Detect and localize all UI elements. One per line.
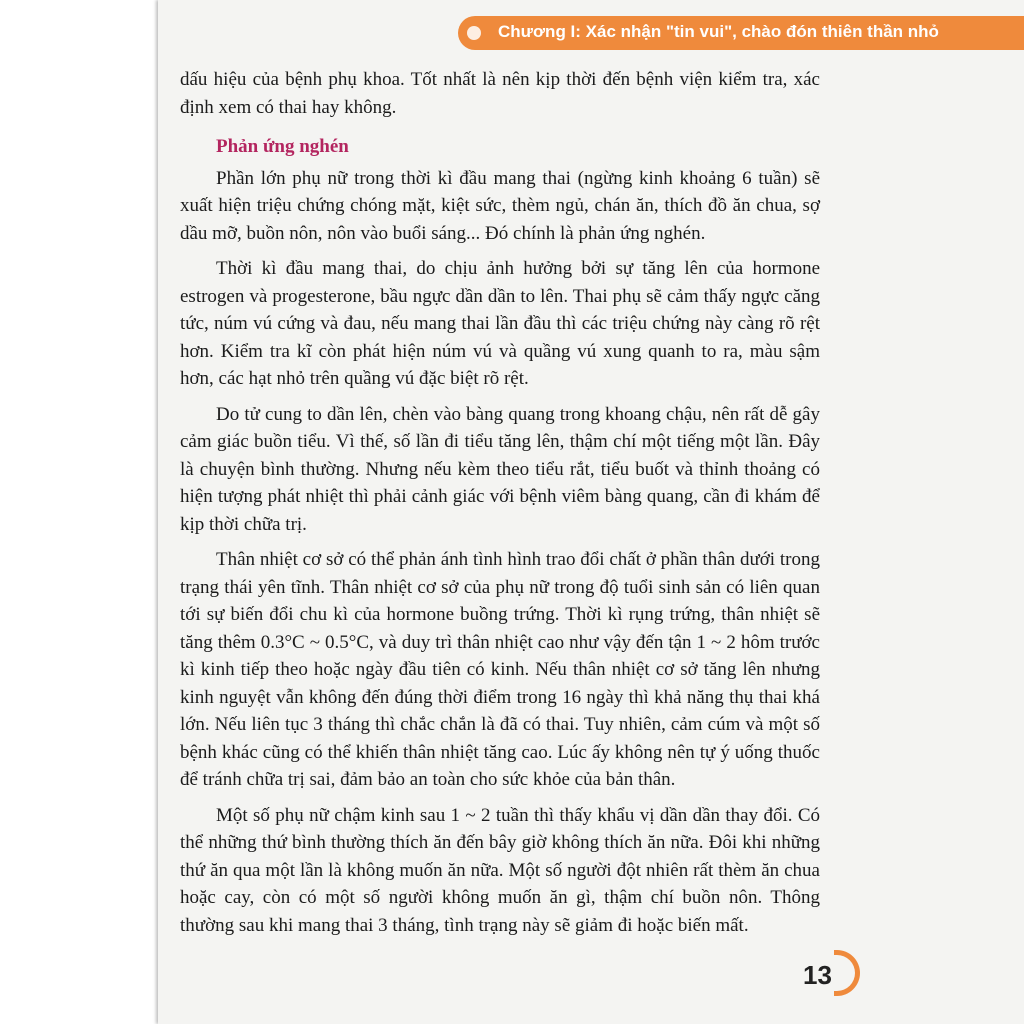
page-number-arc-icon bbox=[834, 950, 860, 996]
section-heading: Phản ứng nghén bbox=[216, 136, 349, 157]
intro-paragraph: dấu hiệu của bệnh phụ khoa. Tốt nhất là nên kịp thời đến bệnh viện kiểm tra, xác định xem có thai hay không. bbox=[180, 69, 820, 118]
chapter-title: Chương I: Xác nhận "tin vui", chào đón thiên thần nhỏ bbox=[498, 22, 939, 41]
paragraph: Thời kì đầu mang thai, do chịu ảnh hưởng bởi sự tăng lên của hormone estrogen và progesterone, bầu ngực dần dần to lên. Thai phụ sẽ cảm thấy ngực căng tức, núm vú cứng và đau, nếu mang thai lần đầu thì các triệu chứng này càng rõ rệt hơn. Kiểm tra kĩ còn phát hiện núm vú và quầng vú xung quanh to ra, màu sậm hơn, các hạt nhỏ trên quầng vú đặc biệt rõ rệt. bbox=[180, 258, 820, 389]
paragraph: Do tử cung to dần lên, chèn vào bàng quang trong khoang chậu, nên rất dễ gây cảm giác buồn tiểu. Vì thế, số lần đi tiểu tăng lên, thậm chí một tiếng một lần. Đây là chuyện bình thường. Nhưng nếu kèm theo tiểu rắt, tiểu buốt và thỉnh thoảng có hiện tượng phát nhiệt thì phải cảnh giác với bệnh viêm bàng quang, cần đi khám để kịp thời chữa trị. bbox=[180, 403, 820, 535]
bullet-dot-icon bbox=[467, 26, 481, 40]
paragraph: Một số phụ nữ chậm kinh sau 1 ~ 2 tuần thì thấy khẩu vị dần dần thay đổi. Có thể những thứ bình thường thích ăn đến bây giờ không thích ăn nữa. Đôi khi những thứ ăn qua một lần là không muốn ăn nữa. Một số người đột nhiên rất thèm ăn chua hoặc cay, còn có một số người không muốn ăn gì, thậm chí buồn nôn. Thông thường sau khi mang thai 3 tháng, tình trạng này sẽ giảm đi hoặc biến mất. bbox=[180, 804, 820, 936]
chapter-header-tab bbox=[458, 16, 1024, 50]
page-body bbox=[180, 66, 820, 947]
paragraph: Phần lớn phụ nữ trong thời kì đầu mang thai (ngừng kinh khoảng 6 tuần) sẽ xuất hiện triệu chứng chóng mặt, kiệt sức, thèm ngủ, chán ăn, thích đồ ăn chua, sợ dầu mỡ, buồn nôn, nôn vào buổi sáng... Đó chính là phản ứng nghén. bbox=[180, 167, 820, 244]
paragraph: Thân nhiệt cơ sở có thể phản ánh tình hình trao đổi chất ở phần thân dưới trong trạng thái yên tĩnh. Thân nhiệt cơ sở của phụ nữ trong độ tuổi sinh sản có liên quan tới sự biến đổi chu kì của hormone buồng trứng. Thời kì rụng trứng, thân nhiệt sẽ tăng thêm 0.3°C ~ 0.5°C, và duy trì thân nhiệt cao như vậy đến tận 1 ~ 2 hôm trước kì kinh tiếp theo hoặc ngày đầu tiên có kinh. Nếu thân nhiệt cơ sở tăng lên nhưng kinh nguyệt vẫn không đến đúng thời điểm trong 16 ngày thì khả năng thụ thai khá lớn. Nếu liên tục 3 tháng thì chắc chắn là đã có thai. Tuy nhiên, cảm cúm và một số bệnh khác cũng có thể khiến thân nhiệt tăng cao. Lúc ấy không nên tự ý uống thuốc để tránh chữa trị sai, đảm bảo an toàn cho sức khỏe của bản thân. bbox=[180, 549, 820, 790]
page-number: 13 bbox=[803, 960, 832, 990]
book-page bbox=[158, 0, 1024, 1024]
